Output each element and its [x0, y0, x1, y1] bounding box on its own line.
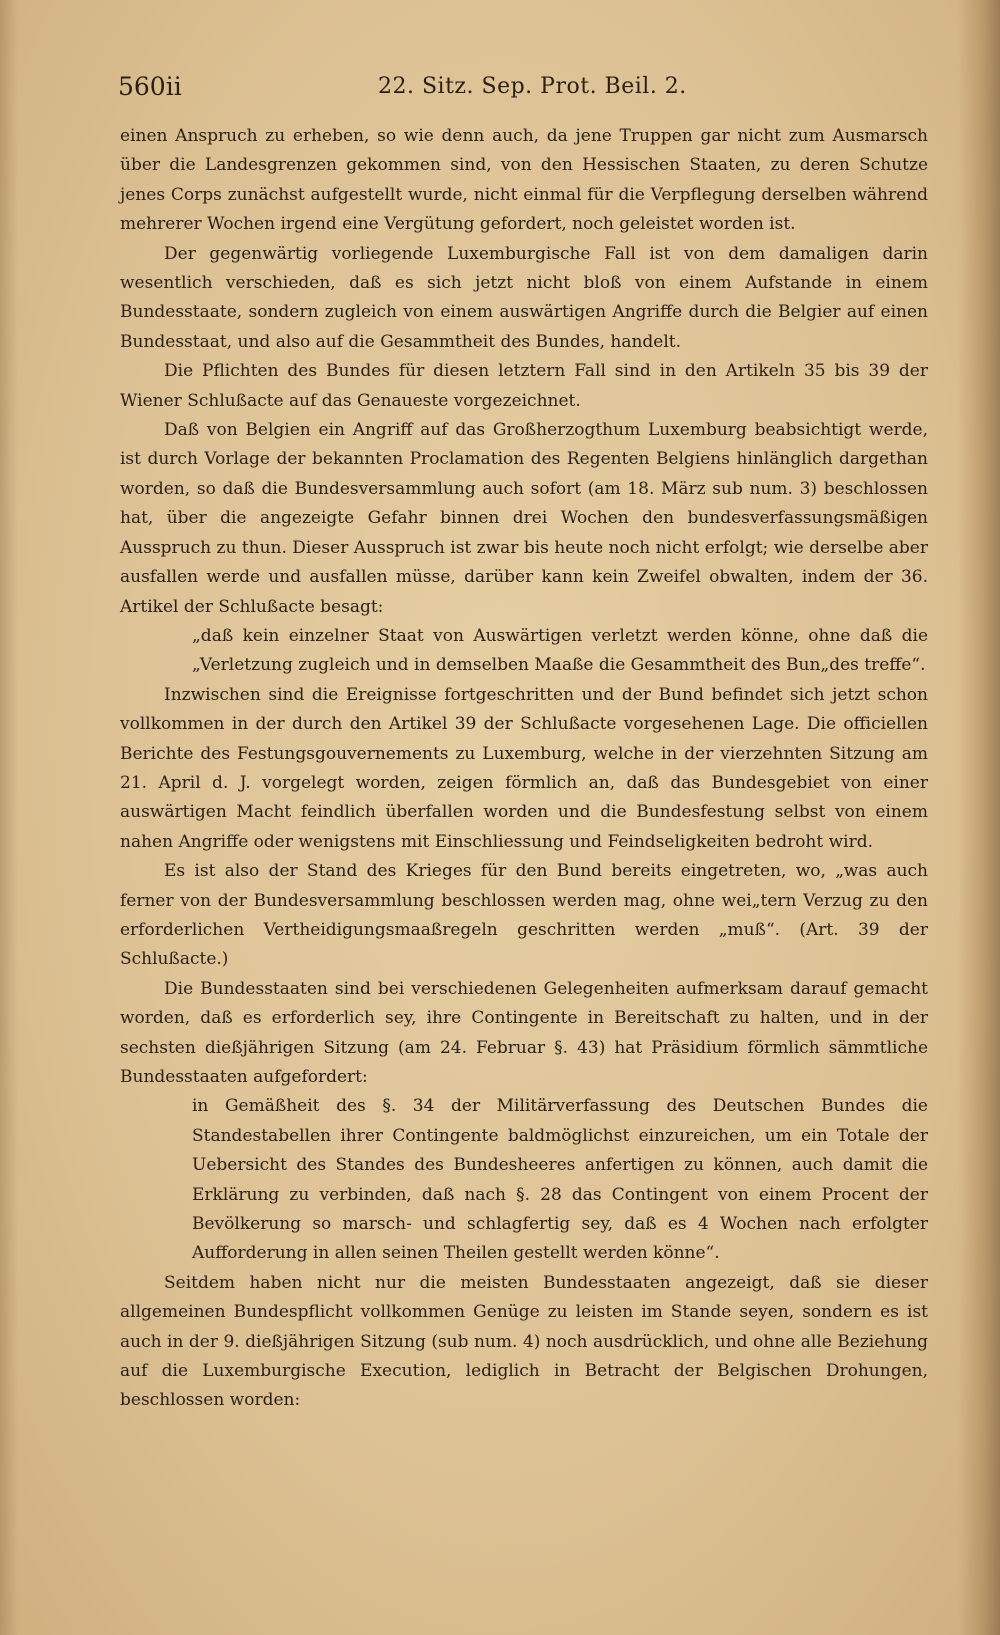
paragraph: Die Pflichten des Bundes für diesen letztern Fall sind in den Artikeln 35 bis 39 der Wiener Schlußacte auf das Genaueste vorgezeichnet. [120, 361, 928, 411]
running-title: 22. Sitz. Sep. Prot. Beil. 2. [378, 74, 687, 99]
quotation-block: „daß kein einzelner Staat von Auswärtigen verletzt werden könne, ohne daß die „Verletzung zugleich und in demselben Maaße die Gesammtheit des Bun„des treffe“. [192, 625, 928, 676]
quotation-block: in Gemäßheit des §. 34 der Militärverfassung des Deutschen Bundes die Standestabellen ihrer Contingente baldmöglichst einzureichen, um ein Totale der Uebersicht des Standes des Bundesheeres anfertigen zu können, auch damit die Erklärung zu verbinden, daß nach §. 28 das Contingent von einem Procent der Bevölkerung so marsch- und schlagfertig sey, daß es 4 Wochen nach erfolgter Aufforderung in allen seinen Theilen gestellt werden könne“. [192, 1096, 928, 1264]
paragraph: Daß von Belgien ein Angriff auf das Großherzogthum Luxemburg beabsichtigt werde, ist durch Vorlage der bekannten Proclamation des Regenten Belgiens hinlänglich dargethan worden, so daß die Bundesversammlung auch sofort (am 18. März sub num. 3) beschlossen hat, über die angezeigte Gefahr binnen drei Wochen den bundesverfassungsmäßigen Ausspruch zu thun. Dieser Ausspruch ist zwar bis heute noch nicht erfolgt; wie derselbe aber ausfallen werde und ausfallen müsse, darüber kann kein Zweifel obwalten, indem der 36. Artikel der Schlußacte besagt: [120, 420, 928, 617]
page-edge-shadow-right [958, 0, 1000, 1635]
paragraph: Der gegenwärtig vorliegende Luxemburgische Fall ist von dem damaligen darin wesentlich verschieden, daß es sich jetzt nicht bloß von einem Aufstande in einem Bundesstaate, sondern zugleich von einem auswärtigen Angriffe durch die Belgier auf einen Bundesstaat, und also auf die Gesammtheit des Bundes, handelt. [120, 243, 928, 352]
page-number: 560ii [118, 72, 182, 101]
paragraph: Inzwischen sind die Ereignisse fortgeschritten und der Bund befindet sich jetzt schon vollkommen in der durch den Artikel 39 der Schlußacte vorgesehenen Lage. Die officiellen Berichte des Festungsgouvernements zu Luxemburg, welche in der vierzehnten Sitzung am 21. April d. J. vorgelegt worden, zeigen förmlich an, daß das Bundesgebiet von einer auswärtigen Macht feindlich überfallen worden und die Bundesfestung selbst von einem nahen Angriffe oder wenigstens mit Einschliessung und Feindseligkeiten bedroht wird. [120, 684, 928, 852]
page-header [118, 72, 928, 112]
paragraph: Seitdem haben nicht nur die meisten Bundesstaaten angezeigt, daß sie dieser allgemeinen Bundespflicht vollkommen Genüge zu leisten im Stande seyen, sondern es ist auch in der 9. dießjährigen Sitzung (sub num. 4) noch ausdrücklich, und ohne alle Beziehung auf die Luxemburgische Execution, lediglich in Betracht der Belgischen Drohungen, beschlossen worden: [120, 1272, 928, 1411]
paragraph-continuation: einen Anspruch zu erheben, so wie denn auch, da jene Truppen gar nicht zum Ausmarsch über die Landesgrenzen gekommen sind, von den Hessischen Staaten, zu deren Schutze jenes Corps zunächst aufgestellt wurde, nicht einmal für die Verpflegung derselben während mehrerer Wochen irgend eine Vergütung gefordert, noch geleistet worden ist. [120, 126, 928, 235]
page-edge-shadow-left [0, 0, 18, 1635]
paragraph: Die Bundesstaaten sind bei verschiedenen Gelegenheiten aufmerksam darauf gemacht worden, daß es erforderlich sey, ihre Contingente in Bereitschaft zu halten, und in der sechsten dießjährigen Sitzung (am 24. Februar §. 43) hat Präsidium förmlich sämmtliche Bundesstaaten aufgefordert: [120, 978, 928, 1087]
body-text [120, 122, 928, 1416]
paragraph: Es ist also der Stand des Krieges für den Bund bereits eingetreten, wo, „was auch ferner von der Bundesversammlung beschlossen werden mag, ohne wei„tern Verzug zu den erforderlichen Vertheidigungsmaaßregeln geschritten werden „muß“. (Art. 39 der Schlußacte.) [120, 861, 928, 970]
